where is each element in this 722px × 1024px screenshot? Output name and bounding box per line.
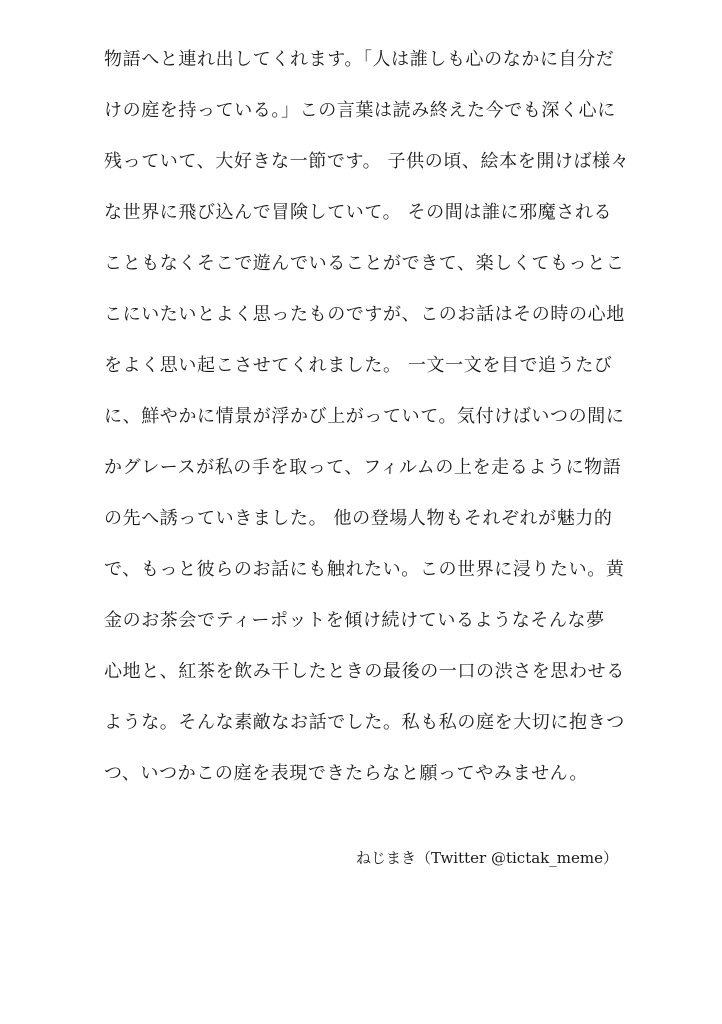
essay-line-1: 物語へと連れ出してくれます。「人は誰しも心のなかに自分だ	[104, 49, 615, 70]
essay-line-4: な世界に飛び込んで冒険していて。 その間は誰に邪魔される	[104, 202, 613, 223]
essay-line-13: 心地と、紅茶を飲み干したときの最後の一口の渋さを思わせる	[104, 661, 625, 682]
essay-line-2: けの庭を持っている。」この言葉は読み終えた今でも深く心に	[104, 100, 616, 121]
essay-line-6: こにいたいとよく思ったものですが、このお話はその時の心地	[104, 304, 625, 325]
essay-line-15: つ、いつかこの庭を表現できたらなと願ってやみません。	[104, 763, 588, 784]
essay-line-5: こともなくそこで遊んでいることができて、楽しくてもっとこ	[104, 253, 625, 274]
essay-line-11: で、もっと彼らのお話にも触れたい。この世界に浸りたい。黄	[104, 559, 625, 580]
essay-line-7: をよく思い起こさせてくれました。 一文一文を目で追うたび	[104, 355, 613, 376]
essay-line-8: に、鮮やかに情景が浮かび上がっていて。気付けばいつの間に	[104, 406, 625, 427]
essay-line-10: の先へ誘っていきました。 他の登場人物もそれぞれが魅力的	[104, 508, 613, 529]
essay-body	[104, 44, 630, 809]
essay-line-14: ような。そんな素敵なお話でした。私も私の庭を大切に抱きつ	[104, 712, 625, 733]
author-signature: ねじまき（Twitter @tictak_meme）	[356, 849, 618, 867]
essay-line-12: 金のお茶会でティーポットを傾け続けているようなそんな夢	[104, 610, 605, 631]
essay-line-3: 残っていて、大好きな一節です。 子供の頃、絵本を開けば様々	[104, 151, 630, 172]
essay-line-9: かグレースが私の手を取って、フィルムの上を走るように物語	[104, 457, 622, 478]
